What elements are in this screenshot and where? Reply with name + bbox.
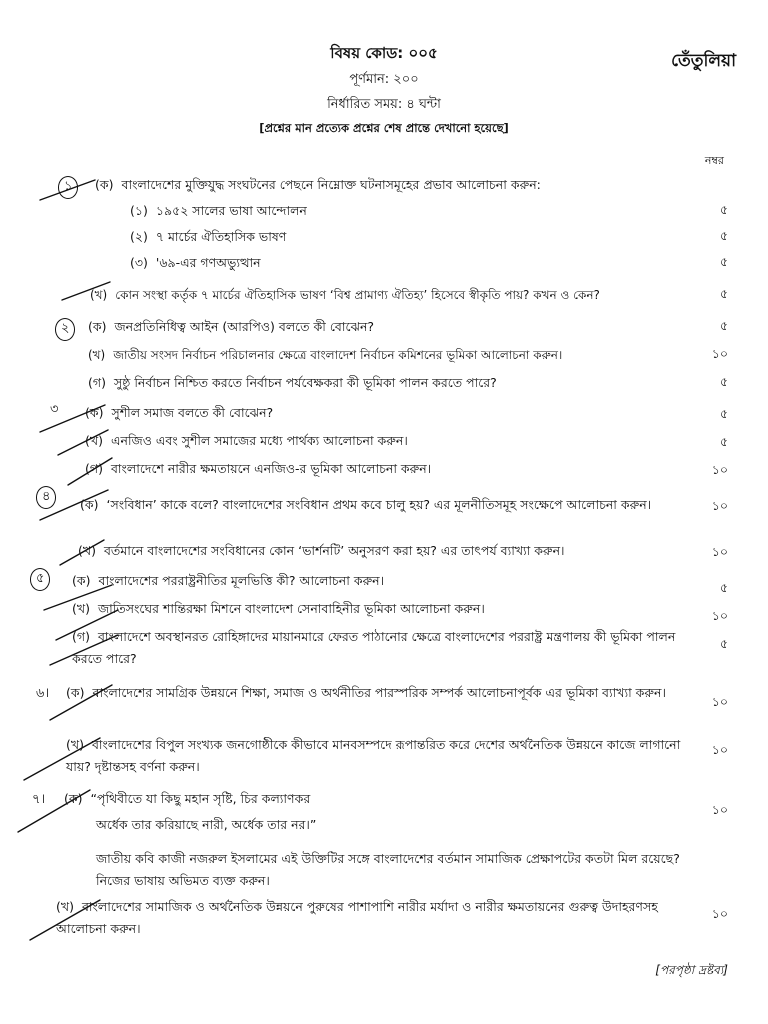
question-number: ৩ [50, 402, 59, 417]
quote-line: অর্ধেক তার করিয়াছে নারী, অর্ধেক তার নর।” [96, 817, 317, 832]
marks-value: ৫ [719, 434, 728, 449]
question-part: (ক) বাংলাদেশের সামগ্রিক উন্নয়নে শিক্ষা, সমাজ ও অর্থনীতির পারস্পরিক সম্পর্ক আলোচনাপূর্বক এর ভূমিকা ব্যাখ্যা করুন। [66, 685, 666, 700]
question-part: (খ) এনজিও এবং সুশীল সমাজের মধ্যে পার্থক্য আলোচনা করুন। [85, 433, 408, 448]
marks-value: ১০ [711, 694, 728, 709]
question-part: (ক) বাংলাদেশের মুক্তিযুদ্ধ সংঘটনের পেছনে নিম্নোক্ত ঘটনাসমূহের প্রভাব আলোচনা করুন: [95, 177, 541, 192]
sub-part: (১) ১৯৫২ সালের ভাষা আন্দোলন [130, 203, 307, 218]
full-marks: পূর্ণমান: ২০০ [349, 72, 419, 87]
marks-value: ৫ [719, 406, 728, 421]
marks-column-header: নম্বর [704, 154, 724, 167]
question-part: (গ) বাংলাদেশে নারীর ক্ষমতায়নে এনজিও-র ভূমিকা আলোচনা করুন। [85, 461, 432, 476]
sub-part: (২) ৭ মার্চের ঐতিহাসিক ভাষণ [130, 229, 287, 244]
question-number: ৪ [36, 486, 56, 509]
marks-value: ১০ [711, 742, 728, 757]
continued-note: [পরপৃষ্ঠা দ্রষ্টব্য] [655, 963, 728, 977]
question-number: ২ [55, 318, 75, 341]
marks-value: ৫ [719, 636, 728, 651]
marks-value: ৫ [719, 286, 728, 301]
question-number: ৫ [30, 568, 50, 591]
marks-value: ৫ [719, 228, 728, 243]
marks-value: ১০ [711, 462, 728, 477]
question-part: (ক) বাংলাদেশের পররাষ্ট্রনীতির মূলভিত্তি কী? আলোচনা করুন। [72, 573, 385, 588]
sub-part: (৩) '৬৯-এর গণঅভ্যুত্থান [130, 255, 261, 270]
marks-value: ৫ [719, 254, 728, 269]
question-part: (গ) সুষ্ঠু নির্বাচন নিশ্চিত করতে নির্বাচন পর্যবেক্ষকরা কী ভূমিকা পালন করতে পারে? [88, 375, 497, 390]
question-part: (খ) বাংলাদেশের বিপুল সংখ্যক জনগোষ্ঠীকে কীভাবে মানবসম্পদে রূপান্তরিত করে দেশের অর্থনৈতিক উন্নয়নে কাজে লাগানো যায়? দৃষ্টান্তসহ বর্ণনা করুন। [66, 737, 681, 774]
question-part: (খ) জাতিসংঘের শান্তিরক্ষা মিশনে বাংলাদেশ সেনাবাহিনীর ভূমিকা আলোচনা করুন। [72, 601, 485, 616]
question-part: (খ) কোন সংস্থা কর্তৃক ৭ মার্চের ঐতিহাসিক ভাষণ ‘বিশ্ব প্রামাণ্য ঐতিহ্য’ হিসেবে স্বীকৃতি পায়? কখন ও কেন? [90, 288, 600, 302]
marks-note: [প্রশ্নের মান প্রত্যেক প্রশ্নের শেষ প্রান্তে দেখানো হয়েছে] [259, 121, 509, 135]
question-text: জাতীয় কবি কাজী নজরুল ইসলামের এই উক্তিটির সঙ্গে বাংলাদেশের বর্তমান সামাজিক প্রেক্ষাপটের কতটা মিল রয়েছে? নিজের ভাষায় অভিমত ব্যক্ত করুন। [96, 851, 680, 888]
question-number: ৭। [32, 792, 46, 807]
marks-value: ১০ [711, 346, 728, 361]
marks-value: ১০ [711, 608, 728, 623]
handwritten-name: তেঁতুলিয়া [671, 51, 736, 71]
marks-value: ৫ [719, 202, 728, 217]
marks-value: ১০ [711, 544, 728, 559]
marks-value: ৫ [719, 580, 728, 595]
question-part: (ক) “পৃথিবীতে যা কিছু মহান সৃষ্টি, চির কল্যাণকর [64, 791, 311, 806]
question-part: (খ) বাংলাদেশের সামাজিক ও অর্থনৈতিক উন্নয়নে পুরুষের পাশাপাশি নারীর মর্যাদা ও নারীর ক্ষমতায়নের গুরুত্ব উদাহরণসহ আলোচনা করুন। [56, 899, 658, 936]
question-number: ১ [58, 176, 78, 199]
question-part: (ক) ‘সংবিধান’ কাকে বলে? বাংলাদেশের সংবিধান প্রথম কবে চালু হয়? এর মূলনীতিসমূহ সংক্ষেপে আলোচনা করুন। [80, 497, 652, 512]
marks-value: ১০ [711, 906, 728, 921]
marks-value: ১০ [711, 802, 728, 817]
subject-code: বিষয় কোড: ০০৫ [330, 44, 438, 62]
question-part: (খ) বর্তমানে বাংলাদেশের সংবিধানের কোন ‘ভার্শনটি’ অনুসরণ করা হয়? এর তাৎপর্য ব্যাখ্যা করুন। [78, 543, 565, 558]
question-part: (ক) জনপ্রতিনিধিত্ব আইন (আরপিও) বলতে কী বোঝেন? [88, 319, 375, 334]
question-part: (গ) বাংলাদেশে অবস্থানরত রোহিঙ্গাদের মায়ানমারে ফেরত পাঠানোর ক্ষেত্রে বাংলাদেশের পররাষ্ট্র মন্ত্রণালয় কী ভূমিকা পালন করতে পারে? [72, 629, 676, 666]
marks-value: ১০ [711, 498, 728, 513]
question-part: (ক) সুশীল সমাজ বলতে কী বোঝেন? [85, 405, 274, 420]
marks-value: ৫ [719, 318, 728, 333]
question-number: ৬। [36, 686, 50, 701]
time-allowed: নির্ধারিত সময়: ৪ ঘন্টা [327, 97, 441, 112]
question-part: (খ) জাতীয় সংসদ নির্বাচন পরিচালনার ক্ষেত্রে বাংলাদেশ নির্বাচন কমিশনের ভূমিকা আলোচনা করুন। [88, 348, 563, 362]
marks-value: ৫ [719, 374, 728, 389]
